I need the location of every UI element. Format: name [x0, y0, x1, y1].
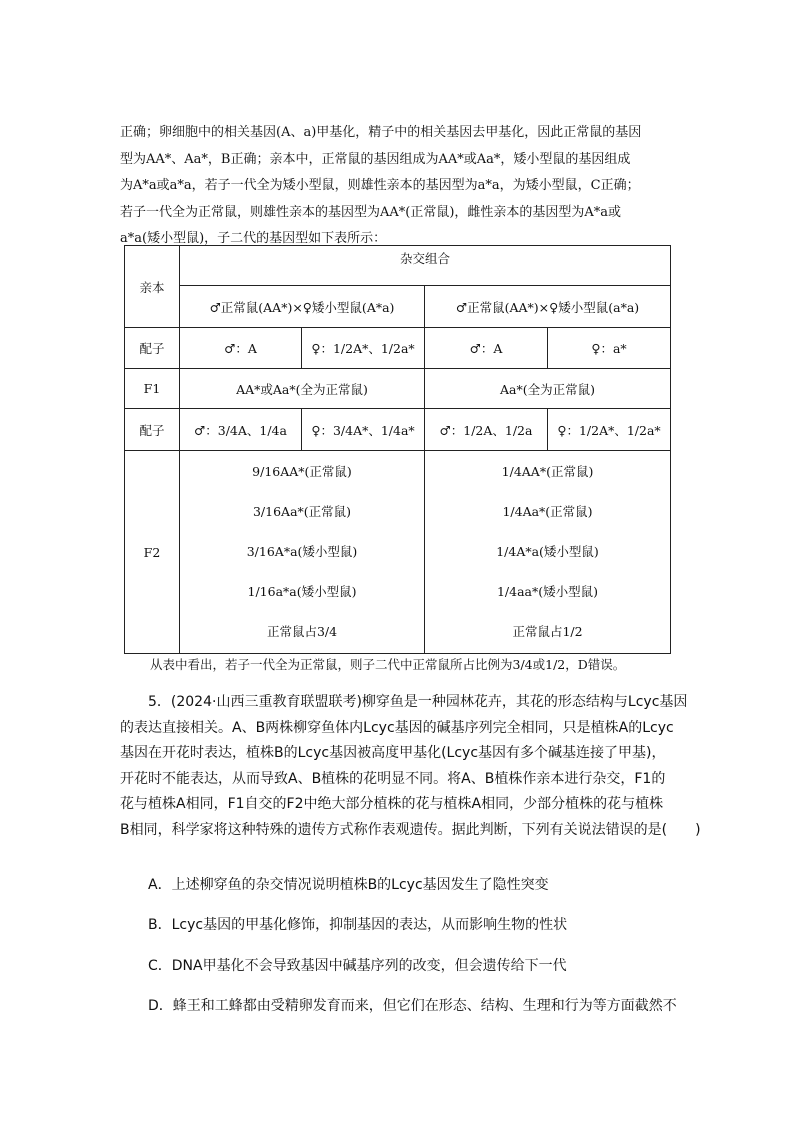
f2-genotype: 1/16a*a(矮小型鼠)	[247, 584, 357, 599]
f1gamete1-male: ♂：3/4A、1/4a	[180, 409, 302, 451]
question-line: B相同，科学家将这种特殊的遗传方式称作表观遗传。据此判断，下列有关说法错误的是( )	[120, 821, 701, 838]
cross2-label: ♂正常鼠(AA*)×♀矮小型鼠(a*a)	[425, 286, 671, 328]
question-line: 的表达直接相关。A、B两株柳穿鱼体内Lcyc基因的碱基序列完全相同，只是植株A的Lcyc	[120, 719, 674, 736]
f1gamete2-female: ♀：1/2A*、1/2a*	[548, 409, 671, 451]
explanation-paragraph	[120, 120, 678, 253]
f2-genotype: 9/16AA*(正常鼠)	[252, 464, 352, 479]
question-line: 基因在开花时表达，植株B的Lcyc基因被高度甲基化(Lcyc基因有多个碱基连接了甲基)，	[120, 745, 666, 761]
f2-genotype: 1/4AA*(正常鼠)	[501, 464, 594, 479]
row-header-parent: 亲本	[125, 246, 180, 328]
explanation-line: 若子一代全为正常鼠，则雄性亲本的基因型为AA*(正常鼠)，雌性亲本的基因型为A*a或	[120, 204, 622, 220]
f1-cross2: Aa*(全为正常鼠)	[425, 369, 671, 409]
explanation-line: 型为AA*、Aa*，B正确；亲本中，正常鼠的基因组成为AA*或Aa*，矮小型鼠的基因组成	[120, 151, 631, 167]
f2-genotype: 1/4aa*(矮小型鼠)	[496, 584, 599, 599]
f2-summary: 正常鼠占1/2	[512, 624, 583, 639]
question-line: 开花时不能表达，从而导致A、B植株的花明显不同。将A、B植株作亲本进行杂交，F1的	[120, 770, 666, 787]
table-note: 从表中看出，若子一代全为正常鼠，则子二代中正常鼠所占比例为3/4或1/2，D错误。	[150, 657, 626, 672]
question-5	[120, 690, 701, 843]
explanation-line: 正确；卵细胞中的相关基因(A、a)甲基化，精子中的相关基因去甲基化，因此正常鼠的基因	[120, 125, 642, 140]
question-line: 花与植株A相同，F1自交的F2中绝大部分植株的花与植株A相同，少部分植株的花与植株	[120, 796, 664, 812]
f1gamete1-female: ♀：3/4A*、1/4a*	[302, 409, 425, 451]
option-b[interactable]: B．Lcyc基因的甲基化修饰，抑制基因的表达，从而影响生物的性状	[148, 917, 568, 933]
genotype-table	[124, 245, 671, 654]
f1-cross1: AA*或Aa*(全为正常鼠)	[180, 369, 425, 409]
gamete2-male: ♂：A	[425, 328, 548, 369]
cross1-label: ♂正常鼠(AA*)×♀矮小型鼠(A*a)	[180, 286, 425, 328]
explanation-line: a*a(矮小型鼠)，子二代的基因型如下表所示：	[120, 231, 387, 246]
f2-cross1	[180, 451, 425, 654]
f2-genotype: 1/4Aa*(正常鼠)	[502, 504, 593, 519]
option-c[interactable]: C．DNA甲基化不会导致基因中碱基序列的改变，但会遗传给下一代	[148, 958, 567, 974]
question-line: 5．(2024·山西三重教育联盟联考)柳穿鱼是一种园林花卉，其花的形态结构与Lcyc基因	[148, 694, 688, 710]
gamete2-female: ♀：a*	[548, 328, 671, 369]
option-a[interactable]: A．上述柳穿鱼的杂交情况说明植株B的Lcyc基因发生了隐性突变	[148, 877, 549, 893]
cross-header: 杂交组合	[180, 246, 671, 286]
f2-label: F2	[125, 451, 180, 654]
f1-gamete-label: 配子	[125, 409, 180, 451]
gamete-label: 配子	[125, 328, 180, 369]
f2-summary: 正常鼠占3/4	[266, 624, 338, 639]
f1-label: F1	[125, 369, 180, 409]
f2-genotype: 3/16Aa*(正常鼠)	[252, 504, 352, 519]
gamete1-female: ♀：1/2A*、1/2a*	[302, 328, 425, 369]
gamete1-male: ♂：A	[180, 328, 302, 369]
f2-cross2	[425, 451, 671, 654]
option-d[interactable]: D．蜂王和工蜂都由受精卵发育而来，但它们在形态、结构、生理和行为等方面截然不	[148, 998, 677, 1014]
explanation-line: 为A*a或a*a，若子一代全为矮小型鼠，则雄性亲本的基因型为a*a，为矮小型鼠，C正确；	[120, 178, 640, 193]
f2-genotype: 1/4A*a(矮小型鼠)	[496, 544, 599, 559]
f2-genotype: 3/16A*a(矮小型鼠)	[246, 544, 358, 559]
f1gamete2-male: ♂：1/2A、1/2a	[425, 409, 548, 451]
